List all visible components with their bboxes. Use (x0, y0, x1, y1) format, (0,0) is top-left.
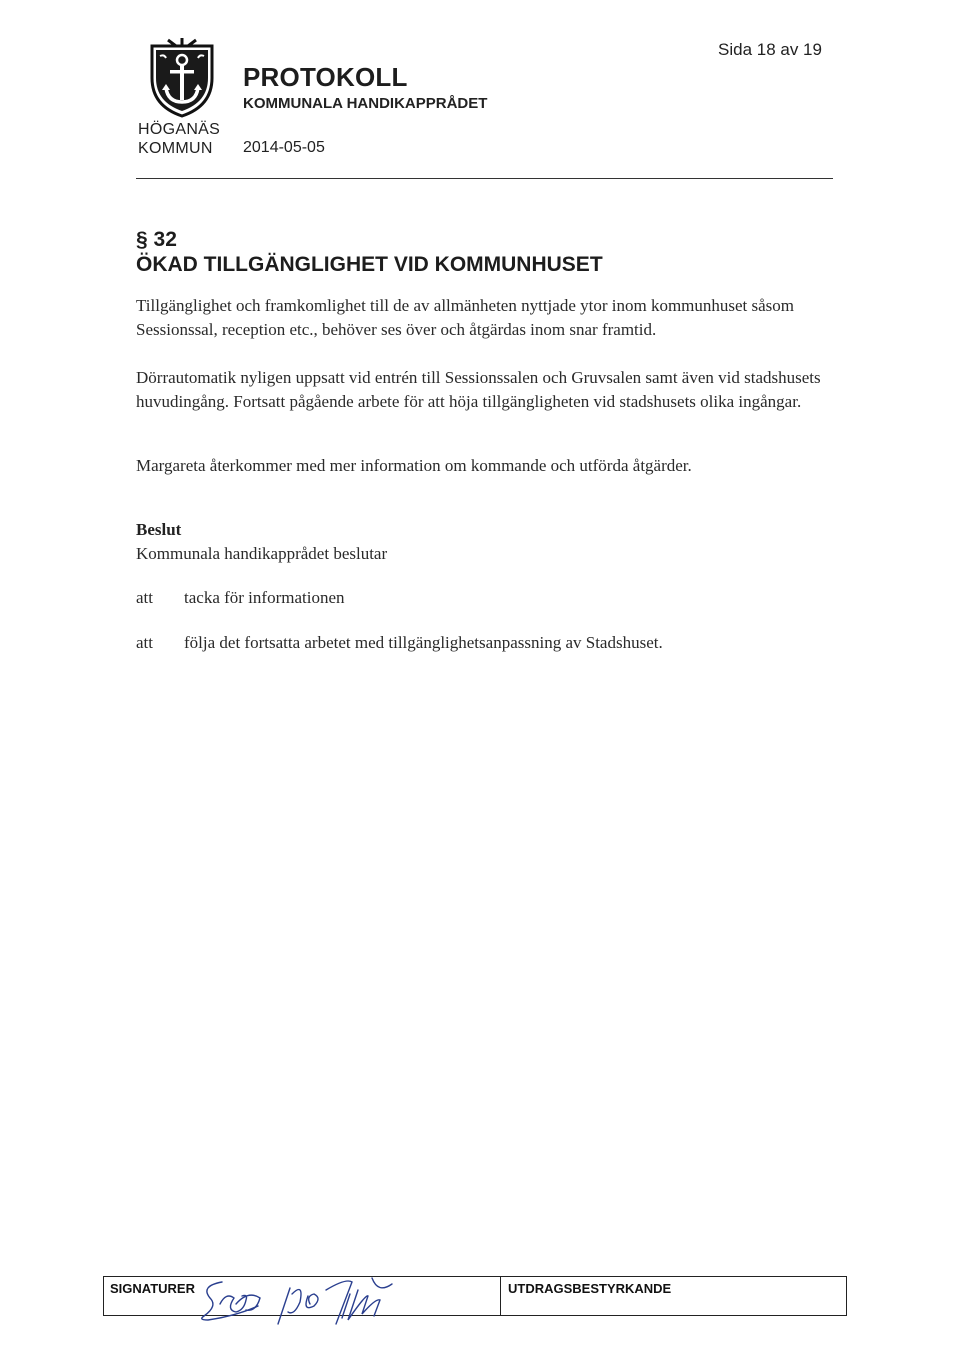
certification-label: UTDRAGSBESTYRKANDE (508, 1281, 672, 1296)
decision-text: följa det fortsatta arbetet med tillgänglighetsanpassning av Stadshuset. (184, 633, 663, 652)
body-paragraph: Dörrautomatik nyligen uppsatt vid entrén till Sessionssalen och Gruvsalen samt även vid stadshusets huvudingång. Fortsatt pågående arbete för att höja tillgängligheten vid stadshusets olika ingångar. (136, 368, 821, 411)
municipality-line-1: HÖGANÄS (138, 121, 221, 138)
municipality-name (138, 120, 220, 158)
signatures-label: SIGNATURER (110, 1281, 195, 1296)
body-paragraph: Tillgänglighet och framkomlighet till de av allmänheten nyttjade ytor inom kommunhuset såsom Sessionssal, reception etc., behöver ses över och åtgärdas inom snar framtid. (136, 296, 795, 339)
decision-keyword: att (136, 633, 153, 652)
header-divider (136, 178, 833, 179)
decision-text: tacka för informationen (184, 588, 345, 607)
handwritten-signatures (196, 1254, 426, 1338)
document-title: PROTOKOLL (243, 62, 408, 92)
paragraph-number: § 32 (136, 228, 177, 251)
municipality-line-2: KOMMUN (138, 140, 213, 157)
hoganas-coat-of-arms-icon (146, 36, 218, 120)
decision-heading: Beslut (136, 520, 182, 539)
signature-box-divider (500, 1277, 501, 1315)
document-subtitle: KOMMUNALA HANDIKAPPRÅDET (243, 95, 488, 112)
decision-keyword: att (136, 588, 153, 607)
decision-intro: Kommunala handikapprådet beslutar (136, 544, 388, 563)
page-number: Sida 18 av 19 (718, 40, 822, 59)
body-paragraph: Margareta återkommer med mer information om kommande och utförda åtgärder. (136, 456, 692, 475)
section-heading: ÖKAD TILLGÄNGLIGHET VID KOMMUNHUSET (136, 253, 603, 276)
meeting-date: 2014-05-05 (243, 139, 325, 156)
